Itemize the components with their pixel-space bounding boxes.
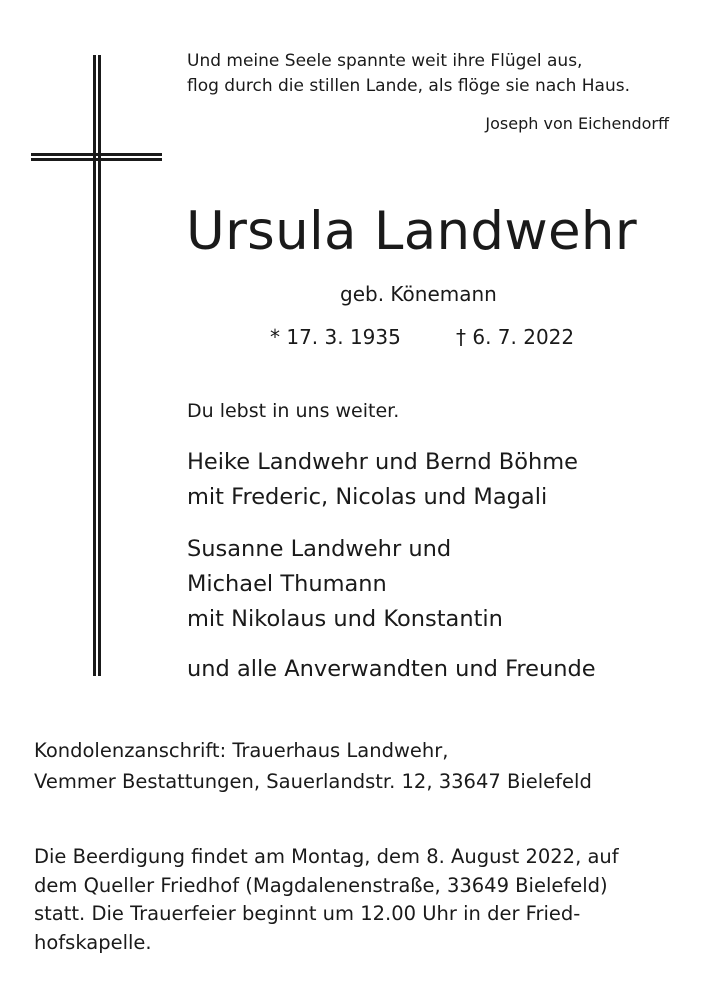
condolence-line: Kondolenzanschrift: Trauerhaus Landwehr, [34,739,449,762]
mourner-line: und alle Anverwandten und Freunde [187,656,596,682]
funeral-line: statt. Die Trauerfeier beginnt um 12.00 Uhr in der Fried- [34,902,581,925]
mourner-line: Michael Thumann [187,571,387,597]
funeral-details [34,843,619,957]
birth-date: * 17. 3. 1935 [270,325,401,349]
poem-line: Und meine Seele spannte weit ihre Flügel aus, [187,51,583,71]
condolence-address [34,735,592,797]
cross-horizontal-bar [31,158,162,161]
birth-name: geb. Könemann [340,282,497,306]
cross-vertical-bar [93,55,96,676]
mourner-group [187,652,596,687]
cross-horizontal-bar [31,153,162,156]
poem [187,49,630,98]
motto: Du lebst in uns weiter. [187,400,400,422]
cross-vertical-bar [98,55,101,676]
mourner-line: mit Nikolaus und Konstantin [187,606,503,632]
funeral-line: Die Beerdigung findet am Montag, dem 8. August 2022, auf [34,845,619,868]
death-date: † 6. 7. 2022 [456,325,575,349]
mourner-line: Heike Landwehr und Bernd Böhme [187,449,579,475]
mourner-group [187,445,578,515]
mourner-line: Susanne Landwehr und [187,536,452,562]
funeral-line: hofskapelle. [34,930,152,954]
poem-author: Joseph von Eichendorff [485,114,669,133]
funeral-line: dem Queller Friedhof (Magdalenenstraße, 33649 Bielefeld) [34,873,608,897]
deceased-name: Ursula Landwehr [186,201,637,262]
mourner-line: mit Frederic, Nicolas und Magali [187,484,548,510]
condolence-line: Vemmer Bestattungen, Sauerlandstr. 12, 33647 Bielefeld [34,770,592,793]
mourner-group [187,532,503,637]
poem-line: flog durch die stillen Lande, als flöge sie nach Haus. [187,75,630,96]
